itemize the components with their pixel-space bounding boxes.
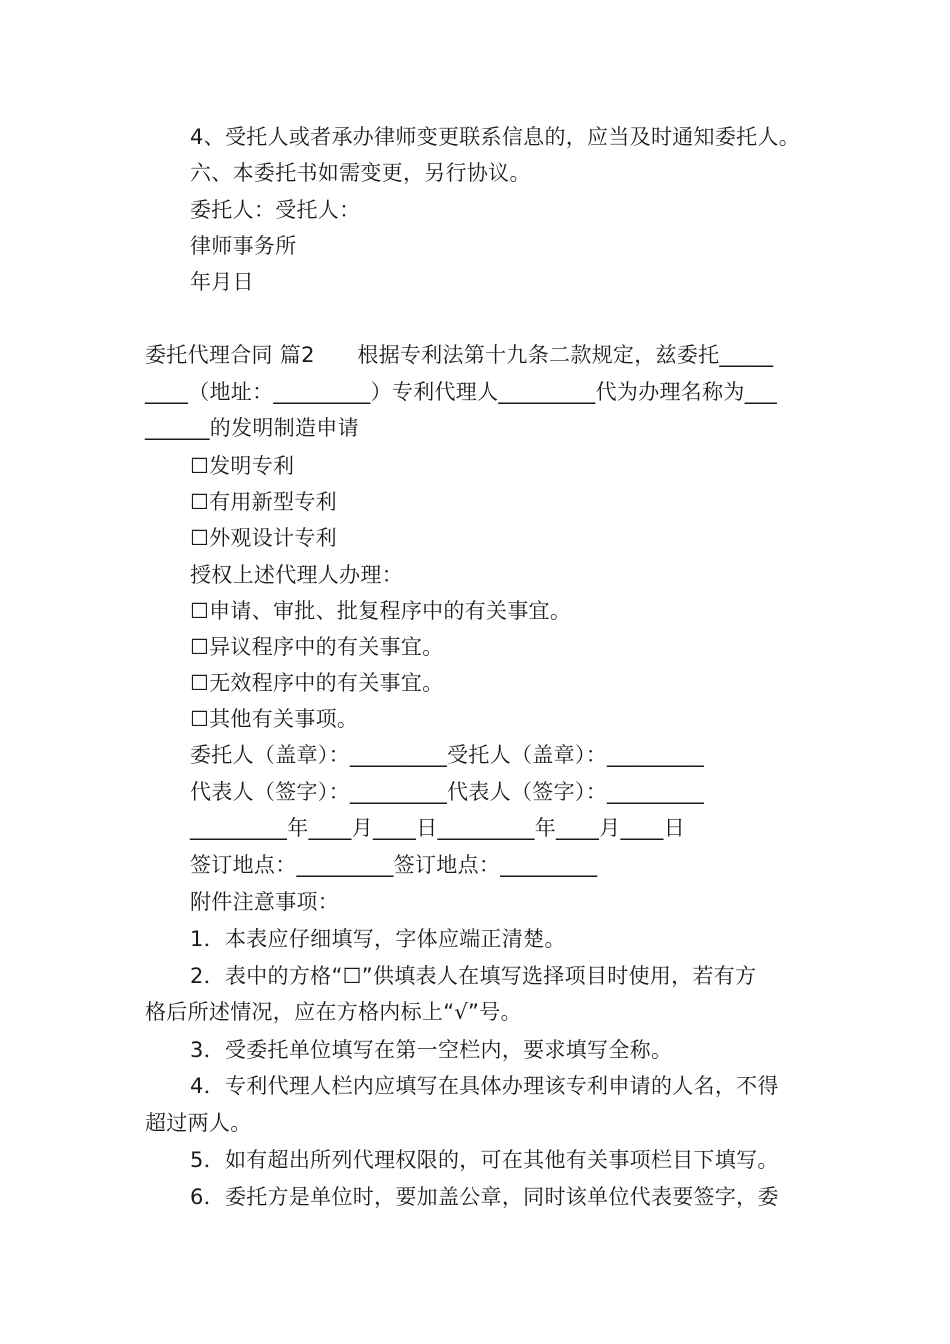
checkbox-item: ☐无效程序中的有关事宜。 — [190, 671, 444, 695]
note-item: 1．本表应仔细填写，字体应端正清楚。 — [190, 927, 566, 951]
paragraph-line: ____（地址：_________）专利代理人_________代为办理名称为___ — [145, 380, 778, 404]
section-heading-line: 委托代理合同 篇2 根据专利法第十九条二款规定，兹委托_____ — [145, 343, 774, 367]
notes-heading: 附件注意事项： — [190, 890, 340, 914]
checkbox-item: ☐发明专利 — [190, 454, 295, 478]
paragraph-line: 六、本委托书如需变更，另行协议。 — [190, 161, 531, 185]
signature-line: 委托人（盖章）：_________受托人（盖章）：_________ — [190, 743, 705, 767]
note-item-continuation: 超过两人。 — [145, 1111, 252, 1135]
checkbox-item: ☐其他有关事项。 — [190, 707, 359, 731]
note-item: 2．表中的方格“☐”供填表人在填写选择项目时使用，若有方 — [190, 964, 757, 988]
note-item: 6．委托方是单位时，要加盖公章，同时该单位代表要签字，委 — [190, 1185, 779, 1209]
note-item: 3．受委托单位填写在第一空栏内，要求填写全称。 — [190, 1038, 673, 1062]
paragraph-line: 4、受托人或者承办律师变更联系信息的，应当及时通知委托人。 — [190, 125, 801, 149]
paragraph-line: ______的发明制造申请 — [145, 416, 359, 440]
date-line: _________年____月____日_________年____月____日 — [190, 816, 685, 840]
note-item: 5．如有超出所列代理权限的，可在其他有关事项栏目下填写。 — [190, 1148, 779, 1172]
paragraph-line: 年月日 — [190, 270, 254, 294]
paragraph-line: 律师事务所 — [190, 234, 297, 258]
location-line: 签订地点：_________签订地点：_________ — [190, 853, 598, 877]
checkbox-item: ☐异议程序中的有关事宜。 — [190, 635, 444, 659]
note-item-continuation: 格后所述情况，应在方格内标上“√”号。 — [145, 1000, 522, 1024]
checkbox-item: ☐有用新型专利 — [190, 490, 337, 514]
paragraph-line: 委托人：受托人： — [190, 198, 361, 222]
checkbox-item: ☐外观设计专利 — [190, 526, 337, 550]
signature-line: 代表人（签字）：_________代表人（签字）：_________ — [190, 780, 705, 804]
note-item: 4．专利代理人栏内应填写在具体办理该专利申请的人名，不得 — [190, 1074, 779, 1098]
paragraph-line: 授权上述代理人办理： — [190, 563, 403, 587]
checkbox-item: ☐申请、审批、批复程序中的有关事宜。 — [190, 599, 572, 623]
